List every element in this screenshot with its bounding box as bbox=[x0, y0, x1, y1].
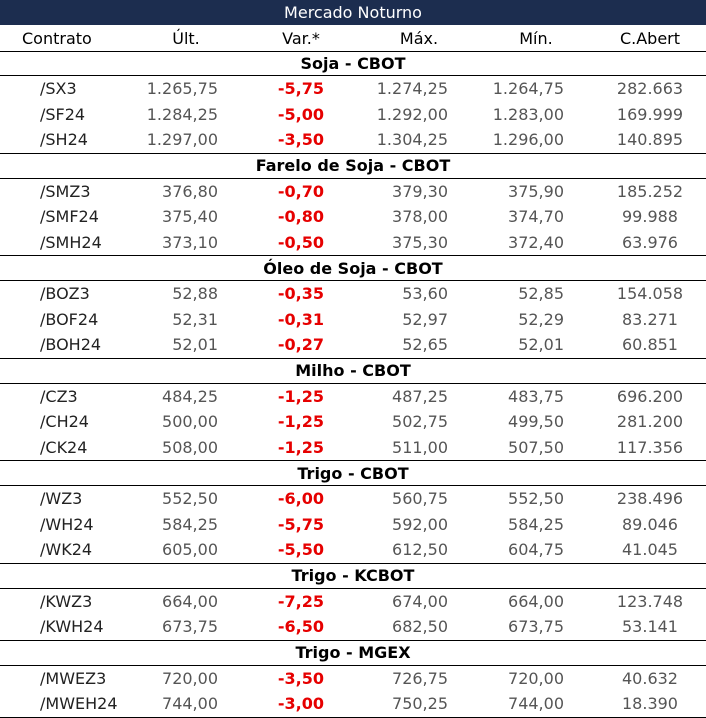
cell-min: 52,29 bbox=[518, 309, 564, 329]
cell-max: 560,75 bbox=[392, 489, 448, 509]
cell-open-interest: 185.252 bbox=[616, 181, 684, 201]
cell-open-interest: 53.141 bbox=[594, 614, 706, 640]
section-header-row bbox=[0, 461, 706, 486]
cell-contract: /MWEZ3 bbox=[40, 668, 107, 688]
cell-max: 52,97 bbox=[402, 309, 448, 329]
cell-open-interest: 154.058 bbox=[616, 284, 684, 304]
table-row bbox=[0, 409, 706, 435]
cell-min: 664,00 bbox=[508, 591, 564, 611]
cell-min: 604,75 bbox=[478, 537, 594, 563]
header-contract: Contrato bbox=[0, 25, 130, 52]
cell-open-interest: 89.046 bbox=[622, 514, 678, 534]
cell-open-interest: 140.895 bbox=[594, 127, 706, 153]
cell-last: 673,75 bbox=[130, 614, 242, 640]
cell-last: 52,01 bbox=[130, 332, 242, 358]
cell-last: 744,00 bbox=[130, 691, 242, 717]
table-row bbox=[0, 512, 706, 538]
section-title: Farelo de Soja - CBOT bbox=[0, 153, 706, 178]
cell-open-interest: 238.496 bbox=[616, 489, 684, 509]
cell-max: 750,25 bbox=[360, 691, 478, 717]
cell-max: 378,00 bbox=[392, 207, 448, 227]
section-title: Soja - CBOT bbox=[0, 52, 706, 76]
section-header-row bbox=[0, 153, 706, 178]
table-row bbox=[0, 230, 706, 256]
table-row bbox=[0, 178, 706, 204]
section-header-row bbox=[0, 640, 706, 665]
table-row bbox=[0, 614, 706, 640]
cell-min: 375,90 bbox=[508, 181, 564, 201]
cell-last: 1.284,25 bbox=[146, 104, 218, 124]
table-row bbox=[0, 383, 706, 409]
cell-last: 376,80 bbox=[162, 181, 218, 201]
cell-var: -0,80 bbox=[277, 207, 324, 227]
cell-max: 379,30 bbox=[392, 181, 448, 201]
table-row bbox=[0, 332, 706, 358]
cell-min: 720,00 bbox=[508, 668, 564, 688]
cell-open-interest: 18.390 bbox=[594, 691, 706, 717]
table-row bbox=[0, 307, 706, 333]
table-row bbox=[0, 665, 706, 691]
cell-var: -3,50 bbox=[277, 668, 324, 688]
cell-min: 507,50 bbox=[478, 435, 594, 461]
cell-open-interest: 99.988 bbox=[622, 207, 678, 227]
cell-var: -6,50 bbox=[242, 614, 360, 640]
table-row bbox=[0, 281, 706, 307]
section-header-row bbox=[0, 256, 706, 281]
cell-var: -1,25 bbox=[277, 412, 324, 432]
cell-var: -0,50 bbox=[242, 230, 360, 256]
cell-min: 483,75 bbox=[508, 386, 564, 406]
cell-max: 511,00 bbox=[360, 435, 478, 461]
table-row bbox=[0, 127, 706, 153]
cell-min: 744,00 bbox=[478, 691, 594, 717]
cell-max: 674,00 bbox=[392, 591, 448, 611]
cell-contract: /SMH24 bbox=[0, 230, 130, 256]
cell-min: 1.296,00 bbox=[478, 127, 594, 153]
section-title: Óleo de Soja - CBOT bbox=[0, 256, 706, 281]
cell-var: -1,25 bbox=[242, 435, 360, 461]
cell-open-interest: 282.663 bbox=[616, 79, 684, 99]
header-max: Máx. bbox=[360, 25, 478, 52]
cell-open-interest: 281.200 bbox=[616, 412, 684, 432]
cell-max: 1.304,25 bbox=[360, 127, 478, 153]
cell-var: -0,70 bbox=[277, 181, 324, 201]
cell-contract: /WH24 bbox=[40, 514, 94, 534]
cell-max: 592,00 bbox=[392, 514, 448, 534]
cell-min: 499,50 bbox=[508, 412, 564, 432]
cell-open-interest: 123.748 bbox=[616, 591, 684, 611]
cell-max: 612,50 bbox=[360, 537, 478, 563]
table-row bbox=[0, 76, 706, 102]
cell-max: 726,75 bbox=[392, 668, 448, 688]
cell-contract: /BOH24 bbox=[0, 332, 130, 358]
cell-last: 720,00 bbox=[162, 668, 218, 688]
cell-min: 374,70 bbox=[508, 207, 564, 227]
section-header-row bbox=[0, 358, 706, 383]
cell-last: 52,31 bbox=[172, 309, 218, 329]
cell-last: 664,00 bbox=[162, 591, 218, 611]
cell-min: 673,75 bbox=[478, 614, 594, 640]
cell-last: 1.265,75 bbox=[146, 79, 218, 99]
section-header-row bbox=[0, 563, 706, 588]
cell-var: -0,35 bbox=[277, 284, 324, 304]
cell-min: 1.264,75 bbox=[492, 79, 564, 99]
table-row bbox=[0, 435, 706, 461]
title-row bbox=[0, 0, 706, 25]
cell-var: -5,75 bbox=[277, 79, 324, 99]
cell-max: 52,65 bbox=[360, 332, 478, 358]
cell-max: 53,60 bbox=[402, 284, 448, 304]
cell-max: 487,25 bbox=[392, 386, 448, 406]
cell-var: -0,31 bbox=[277, 309, 324, 329]
section-title: Milho - CBOT bbox=[0, 358, 706, 383]
cell-contract: /KWH24 bbox=[0, 614, 130, 640]
cell-contract: /WK24 bbox=[0, 537, 130, 563]
cell-min: 1.283,00 bbox=[492, 104, 564, 124]
cell-open-interest: 169.999 bbox=[616, 104, 684, 124]
section-title: Trigo - CBOT bbox=[0, 461, 706, 486]
cell-open-interest: 117.356 bbox=[594, 435, 706, 461]
header-oi: C.Abert bbox=[594, 25, 706, 52]
table-row bbox=[0, 102, 706, 128]
table-title: Mercado Noturno bbox=[0, 0, 706, 25]
cell-last: 500,00 bbox=[162, 412, 218, 432]
cell-max: 502,75 bbox=[392, 412, 448, 432]
cell-var: -5,75 bbox=[277, 514, 324, 534]
header-min: Mín. bbox=[478, 25, 594, 52]
cell-max: 375,30 bbox=[360, 230, 478, 256]
cell-last: 373,10 bbox=[130, 230, 242, 256]
cell-contract: /BOZ3 bbox=[40, 284, 90, 304]
table-row bbox=[0, 588, 706, 614]
cell-contract: /KWZ3 bbox=[40, 591, 93, 611]
cell-contract: /SH24 bbox=[0, 127, 130, 153]
cell-contract: /WZ3 bbox=[40, 489, 83, 509]
cell-contract: /SMF24 bbox=[40, 207, 99, 227]
cell-var: -3,00 bbox=[242, 691, 360, 717]
cell-contract: /SMZ3 bbox=[40, 181, 91, 201]
cell-contract: /MWEH24 bbox=[0, 691, 130, 717]
cell-open-interest: 83.271 bbox=[622, 309, 678, 329]
cell-max: 1.274,25 bbox=[376, 79, 448, 99]
section-title: Trigo - MGEX bbox=[0, 640, 706, 665]
cell-var: -3,50 bbox=[242, 127, 360, 153]
cell-contract: /BOF24 bbox=[40, 309, 99, 329]
cell-max: 1.292,00 bbox=[376, 104, 448, 124]
cell-max: 682,50 bbox=[360, 614, 478, 640]
cell-last: 375,40 bbox=[162, 207, 218, 227]
section-title: Trigo - KCBOT bbox=[0, 563, 706, 588]
cell-var: -1,25 bbox=[277, 386, 324, 406]
cell-open-interest: 60.851 bbox=[594, 332, 706, 358]
cell-var: -0,27 bbox=[242, 332, 360, 358]
header-var: Var.* bbox=[242, 25, 360, 52]
table-row bbox=[0, 204, 706, 230]
header-last: Últ. bbox=[130, 25, 242, 52]
cell-var: -7,25 bbox=[277, 591, 324, 611]
cell-last: 584,25 bbox=[162, 514, 218, 534]
cell-contract: /SX3 bbox=[40, 79, 77, 99]
cell-var: -5,00 bbox=[277, 104, 324, 124]
cell-var: -5,50 bbox=[242, 537, 360, 563]
section-header-row bbox=[0, 52, 706, 76]
cell-min: 52,01 bbox=[478, 332, 594, 358]
cell-last: 1.297,00 bbox=[130, 127, 242, 153]
cell-last: 484,25 bbox=[162, 386, 218, 406]
cell-open-interest: 41.045 bbox=[594, 537, 706, 563]
cell-min: 52,85 bbox=[518, 284, 564, 304]
cell-last: 508,00 bbox=[130, 435, 242, 461]
cell-var: -6,00 bbox=[277, 489, 324, 509]
cell-min: 372,40 bbox=[478, 230, 594, 256]
cell-contract: /CH24 bbox=[40, 412, 89, 432]
cell-open-interest: 63.976 bbox=[594, 230, 706, 256]
cell-open-interest: 696.200 bbox=[616, 386, 684, 406]
header-row bbox=[0, 25, 706, 52]
cell-last: 605,00 bbox=[130, 537, 242, 563]
cell-min: 584,25 bbox=[508, 514, 564, 534]
table-row bbox=[0, 486, 706, 512]
cell-last: 52,88 bbox=[172, 284, 218, 304]
table-row bbox=[0, 691, 706, 717]
cell-contract: /CZ3 bbox=[40, 386, 78, 406]
cell-contract: /CK24 bbox=[0, 435, 130, 461]
cell-min: 552,50 bbox=[508, 489, 564, 509]
cell-last: 552,50 bbox=[162, 489, 218, 509]
cell-contract: /SF24 bbox=[40, 104, 86, 124]
cell-open-interest: 40.632 bbox=[622, 668, 678, 688]
table-row bbox=[0, 537, 706, 563]
